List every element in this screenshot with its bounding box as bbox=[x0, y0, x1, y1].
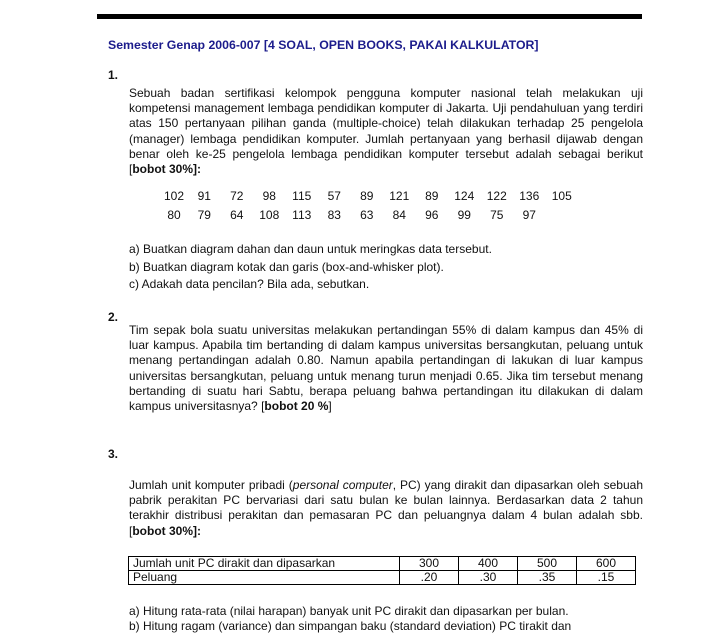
data-value: 124 bbox=[454, 189, 475, 203]
data-value: 91 bbox=[197, 189, 211, 203]
data-value: 63 bbox=[360, 208, 374, 222]
data-value: 64 bbox=[230, 208, 244, 222]
table-cell: .35 bbox=[518, 571, 577, 585]
distribution-table bbox=[128, 556, 636, 585]
data-value: 98 bbox=[262, 189, 276, 203]
data-value: 72 bbox=[230, 189, 244, 203]
table-row bbox=[129, 557, 636, 571]
table-row bbox=[129, 571, 636, 585]
table-cell: 400 bbox=[459, 557, 518, 571]
question-1-item-a: a) Buatkan diagram dahan dan daun untuk meringkas data tersebut. bbox=[129, 242, 492, 256]
question-1-item-b: b) Buatkan diagram kotak dan garis (box-and-whisker plot). bbox=[129, 260, 444, 274]
question-2-text: Tim sepak bola suatu universitas melakukan pertandingan 55% di dalam kampus dan 45% di luar kampus. Apabila tim bertanding di dalam kampus universitas bersangkutan, peluang untuk menang pertandingan adalah 0.80. Namun apabila pertandingan di lakukan di luar kampus universitas bersangkutan, peluang untuk menang turun menjadi 0.65. Jika tim tersebut menang bertanding di suatu hari Sabtu, berapa peluang bahwa pertandingan itu dilakukan di dalam kampus universitasnya? [bobot 20 %] bbox=[129, 323, 643, 414]
data-row-1 bbox=[160, 187, 578, 206]
data-value: 89 bbox=[360, 189, 374, 203]
data-value: 57 bbox=[327, 189, 341, 203]
table-cell: 500 bbox=[518, 557, 577, 571]
data-value: 121 bbox=[389, 189, 410, 203]
data-value: 84 bbox=[392, 208, 406, 222]
table-cell: .20 bbox=[400, 571, 459, 585]
data-value: 89 bbox=[425, 189, 439, 203]
data-value: 102 bbox=[163, 189, 185, 203]
question-1-text: Sebuah badan sertifikasi kelompok pengguna komputer nasional telah melakukan uji kompetensi management lembaga pendidikan komputer di Jakarta. Uji pendahuluan yang terdiri atas 150 pertanyaan pilihan ganda (multiple-choice) telah dilakukan terhadap 25 pengelola (manager) lembaga pendidikan komputer. Jumlah pertanyaan yang berhasil dijawab dengan benar oleh ke-25 pengelola lembaga pendidikan komputer tersebut adalah sebagai berikut [bobot 30%]: bbox=[129, 86, 643, 177]
table-cell: .15 bbox=[577, 571, 636, 585]
data-value: 105 bbox=[551, 189, 572, 203]
table-cell: 600 bbox=[577, 557, 636, 571]
header-rule bbox=[97, 14, 642, 19]
data-value: 83 bbox=[327, 208, 341, 222]
data-value: 108 bbox=[259, 208, 280, 222]
data-value: 97 bbox=[522, 208, 536, 222]
data-value: 79 bbox=[197, 208, 211, 222]
question-1-item-c: c) Adakah data pencilan? Bila ada, sebutkan. bbox=[129, 277, 370, 291]
semester-heading: Semester Genap 2006-007 [4 SOAL, OPEN BOOKS, PAKAI KALKULATOR] bbox=[108, 38, 539, 52]
table-cell: Peluang bbox=[129, 571, 400, 585]
data-value: 115 bbox=[292, 189, 312, 203]
data-row-2 bbox=[160, 206, 546, 225]
data-value: 75 bbox=[490, 208, 504, 222]
question-1-number: 1. bbox=[108, 68, 119, 82]
data-value: 80 bbox=[167, 208, 181, 222]
data-value: 122 bbox=[486, 189, 507, 203]
table-cell: .30 bbox=[459, 571, 518, 585]
question-3-item-a: a) Hitung rata-rata (nilai harapan) banyak unit PC dirakit dan dipasarkan per bulan. bbox=[129, 604, 569, 618]
data-value: 96 bbox=[425, 208, 439, 222]
data-value: 113 bbox=[292, 208, 312, 222]
data-value: 136 bbox=[519, 189, 540, 203]
table-cell: 300 bbox=[400, 557, 459, 571]
question-3-number: 3. bbox=[108, 447, 119, 461]
question-2-number: 2. bbox=[108, 310, 119, 324]
table-cell: Jumlah unit PC dirakit dan dipasarkan bbox=[129, 557, 400, 571]
data-value: 99 bbox=[457, 208, 471, 222]
question-3-item-b: b) Hitung ragam (variance) dan simpangan baku (standard deviation) PC tirakit dan bbox=[129, 619, 572, 633]
question-3-text: Jumlah unit komputer pribadi (personal computer, PC) yang dirakit dan dipasarkan oleh sebuah pabrik perakitan PC bervariasi dari satu bulan ke bulan lainnya. Berdasarkan data 2 tahun terakhir distribusi perakitan dan pemasaran PC dan peluangnya dalam 4 bulan adalah sbb. [bobot 30%]: bbox=[129, 478, 644, 538]
